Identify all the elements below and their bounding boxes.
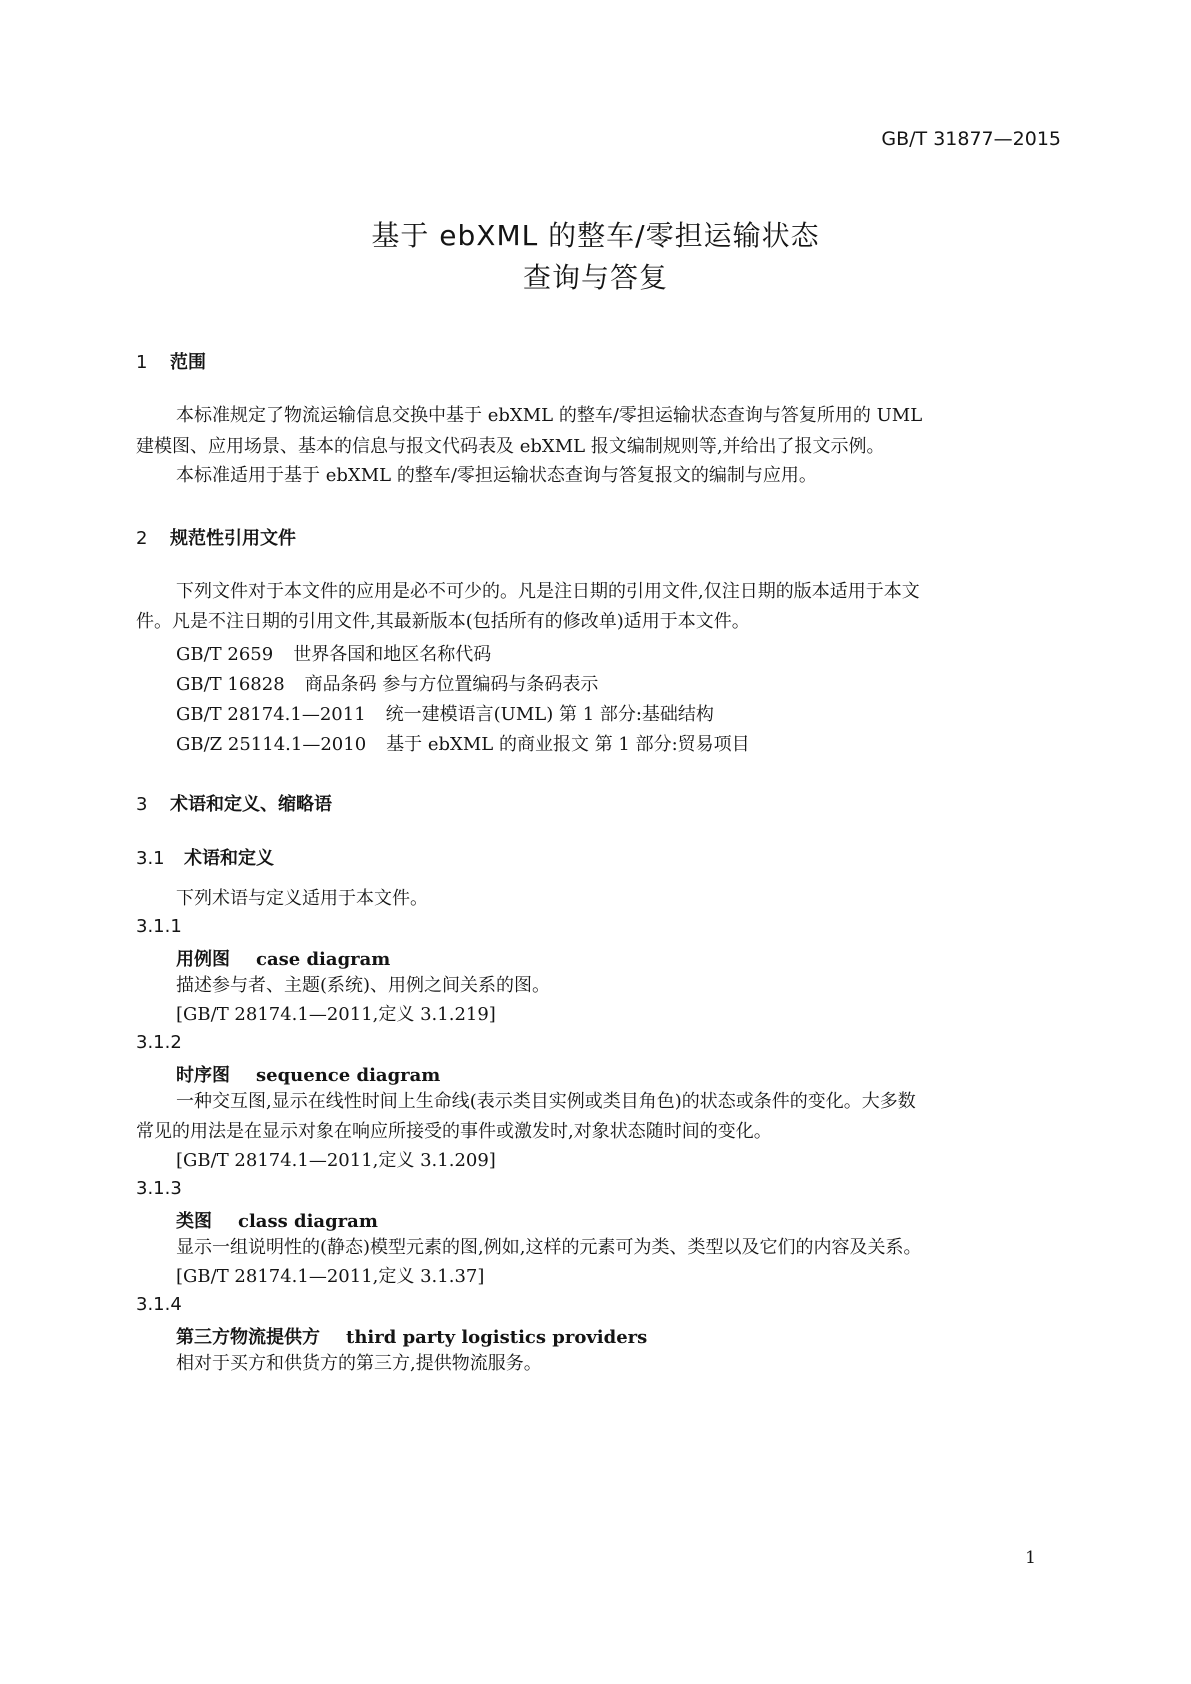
reference-title: 基于 ebXML 的商业报文 第 1 部分:贸易项目 (386, 734, 750, 755)
term-en: case diagram (256, 949, 391, 970)
term-definition: 相对于买方和供货方的第三方,提供物流服务。 (176, 1353, 542, 1374)
term-source: [GB/T 28174.1—2011,定义 3.1.209] (176, 1150, 496, 1171)
reference-item (176, 670, 618, 696)
term-name (176, 945, 390, 971)
section-title: 术语和定义、缩略语 (170, 794, 332, 815)
section-title: 范围 (170, 352, 206, 373)
section-title: 规范性引用文件 (170, 528, 296, 549)
term-number: 3.1.3 (136, 1178, 182, 1199)
term-definition-line1: 一种交互图,显示在线性时间上生命线(表示类目实例或类目角色)的状态或条件的变化。大多数 (176, 1091, 916, 1112)
scope-paragraph-line2: 建模图、应用场景、基本的信息与报文代码表及 ebXML 报文编制规则等,并给出了报文示例。 (136, 436, 885, 457)
section-title: 术语和定义 (184, 848, 274, 869)
reference-code: GB/T 28174.1—2011 (176, 704, 366, 725)
reference-item (176, 730, 770, 756)
term-zh: 用例图 (176, 949, 230, 970)
section-number: 3.1 (136, 848, 165, 869)
term-definition: 描述参与者、主题(系统)、用例之间关系的图。 (176, 975, 551, 996)
normative-refs-intro-line1: 下列文件对于本文件的应用是必不可少的。凡是注日期的引用文件,仅注日期的版本适用于本文 (176, 581, 920, 602)
standard-code: GB/T 31877—2015 (881, 128, 1061, 150)
section-3-heading (136, 790, 332, 816)
scope-paragraph-2: 本标准适用于基于 ebXML 的整车/零担运输状态查询与答复报文的编制与应用。 (176, 465, 817, 486)
section-1-heading (136, 348, 206, 374)
reference-title: 统一建模语言(UML) 第 1 部分:基础结构 (385, 704, 714, 725)
term-name (176, 1207, 378, 1233)
term-definition: 显示一组说明性的(静态)模型元素的图,例如,这样的元素可为类、类型以及它们的内容及关系。 (176, 1237, 922, 1258)
term-zh: 时序图 (176, 1065, 230, 1086)
term-zh: 类图 (176, 1211, 212, 1232)
document-title-line2: 查询与答复 (522, 261, 668, 294)
section-3-1-heading (136, 844, 274, 870)
section-number: 3 (136, 794, 148, 815)
term-name (176, 1061, 440, 1087)
normative-refs-intro-line2: 件。凡是不注日期的引用文件,其最新版本(包括所有的修改单)适用于本文件。 (136, 611, 750, 632)
scope-paragraph-line1: 本标准规定了物流运输信息交换中基于 ebXML 的整车/零担运输状态查询与答复所用的 UML (176, 405, 923, 426)
reference-item (176, 640, 511, 666)
term-zh: 第三方物流提供方 (176, 1327, 320, 1348)
page-number: 1 (1025, 1548, 1036, 1568)
terms-intro: 下列术语与定义适用于本文件。 (176, 888, 428, 909)
term-number: 3.1.1 (136, 916, 182, 937)
reference-code: GB/Z 25114.1—2010 (176, 734, 367, 755)
term-number: 3.1.2 (136, 1032, 182, 1053)
section-number: 1 (136, 352, 148, 373)
reference-title: 世界各国和地区名称代码 (293, 644, 492, 665)
term-en: class diagram (238, 1211, 378, 1232)
reference-item (176, 700, 734, 726)
reference-code: GB/T 2659 (176, 644, 274, 665)
term-en: third party logistics providers (346, 1327, 648, 1348)
term-source: [GB/T 28174.1—2011,定义 3.1.219] (176, 1004, 496, 1025)
reference-title: 商品条码 参与方位置编码与条码表示 (304, 674, 599, 695)
term-name (176, 1323, 647, 1349)
section-number: 2 (136, 528, 148, 549)
term-source: [GB/T 28174.1—2011,定义 3.1.37] (176, 1266, 485, 1287)
term-definition-line2: 常见的用法是在显示对象在响应所接受的事件或激发时,对象状态随时间的变化。 (136, 1121, 772, 1142)
reference-code: GB/T 16828 (176, 674, 285, 695)
document-title-line1: 基于 ebXML 的整车/零担运输状态 (371, 219, 820, 252)
term-number: 3.1.4 (136, 1294, 182, 1315)
term-en: sequence diagram (256, 1065, 441, 1086)
section-2-heading (136, 524, 296, 550)
